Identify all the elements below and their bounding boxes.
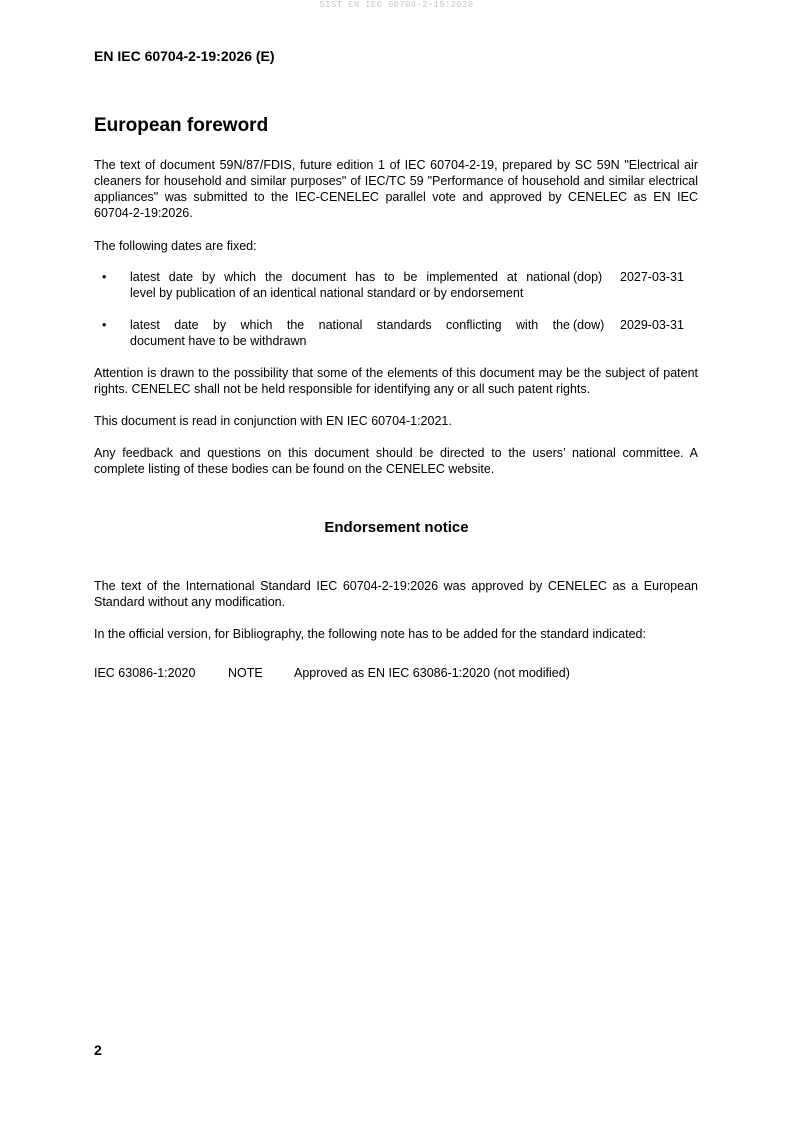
endorsement-paragraph: The text of the International Standard IEC 60704-2-19:2026 was approved by CENELEC as a European Standard without any modification. xyxy=(94,579,698,609)
bibliography-intro: In the official version, for Bibliography, the following note has to be added for the standard indicated: xyxy=(94,627,646,641)
note-label: NOTE xyxy=(228,666,263,680)
date-item-code: (dow) xyxy=(573,318,605,332)
patent-paragraph: Attention is drawn to the possibility that some of the elements of this document may be the subject of patent rights. CENELEC shall not be held responsible for identifying any or all such patent rights. xyxy=(94,366,698,396)
feedback-paragraph: Any feedback and questions on this document should be directed to the users’ national committee. A complete listing of these bodies can be found on the CENELEC website. xyxy=(94,446,698,476)
date-item-line1: latest date by which the document has to be implemented at national xyxy=(130,270,570,284)
note-standard: IEC 63086-1:2020 xyxy=(94,666,196,680)
dates-intro: The following dates are fixed: xyxy=(94,239,257,253)
page-number: 2 xyxy=(94,1042,102,1058)
foreword-intro-paragraph: The text of document 59N/87/FDIS, future edition 1 of IEC 60704-2-19, prepared by SC 59N "Electrical air cleaners for household and similar purposes" of IEC/TC 59 "Performance of household and similar electrical appliances" was submitted to the IEC-CENELEC parallel vote and approved by CENELEC as EN IEC 60704-2-19:2026. xyxy=(94,158,698,220)
date-item-description xyxy=(130,317,570,349)
date-item-line2: level by publication of an identical national standard or by endorsement xyxy=(130,286,524,300)
date-item-line1: latest date by which the national standards conflicting with the xyxy=(130,318,570,332)
endorsement-title: Endorsement notice xyxy=(324,519,469,536)
date-item-description xyxy=(130,269,570,301)
date-item-code: (dop) xyxy=(573,270,603,284)
date-item-value: 2027-03-31 xyxy=(620,270,684,284)
foreword-title: European foreword xyxy=(94,115,269,136)
watermark-text: SIST EN IEC 60704-2-19:2026 xyxy=(319,0,474,10)
note-text: Approved as EN IEC 63086-1:2020 (not modified) xyxy=(294,666,570,680)
bullet-marker: • xyxy=(102,318,107,332)
bullet-marker: • xyxy=(102,270,107,284)
document-identifier: EN IEC 60704-2-19:2026 (E) xyxy=(94,48,275,64)
date-item-value: 2029-03-31 xyxy=(620,318,684,332)
date-item-line2: document have to be withdrawn xyxy=(130,334,307,348)
conjunction-paragraph: This document is read in conjunction with EN IEC 60704-1:2021. xyxy=(94,414,452,428)
